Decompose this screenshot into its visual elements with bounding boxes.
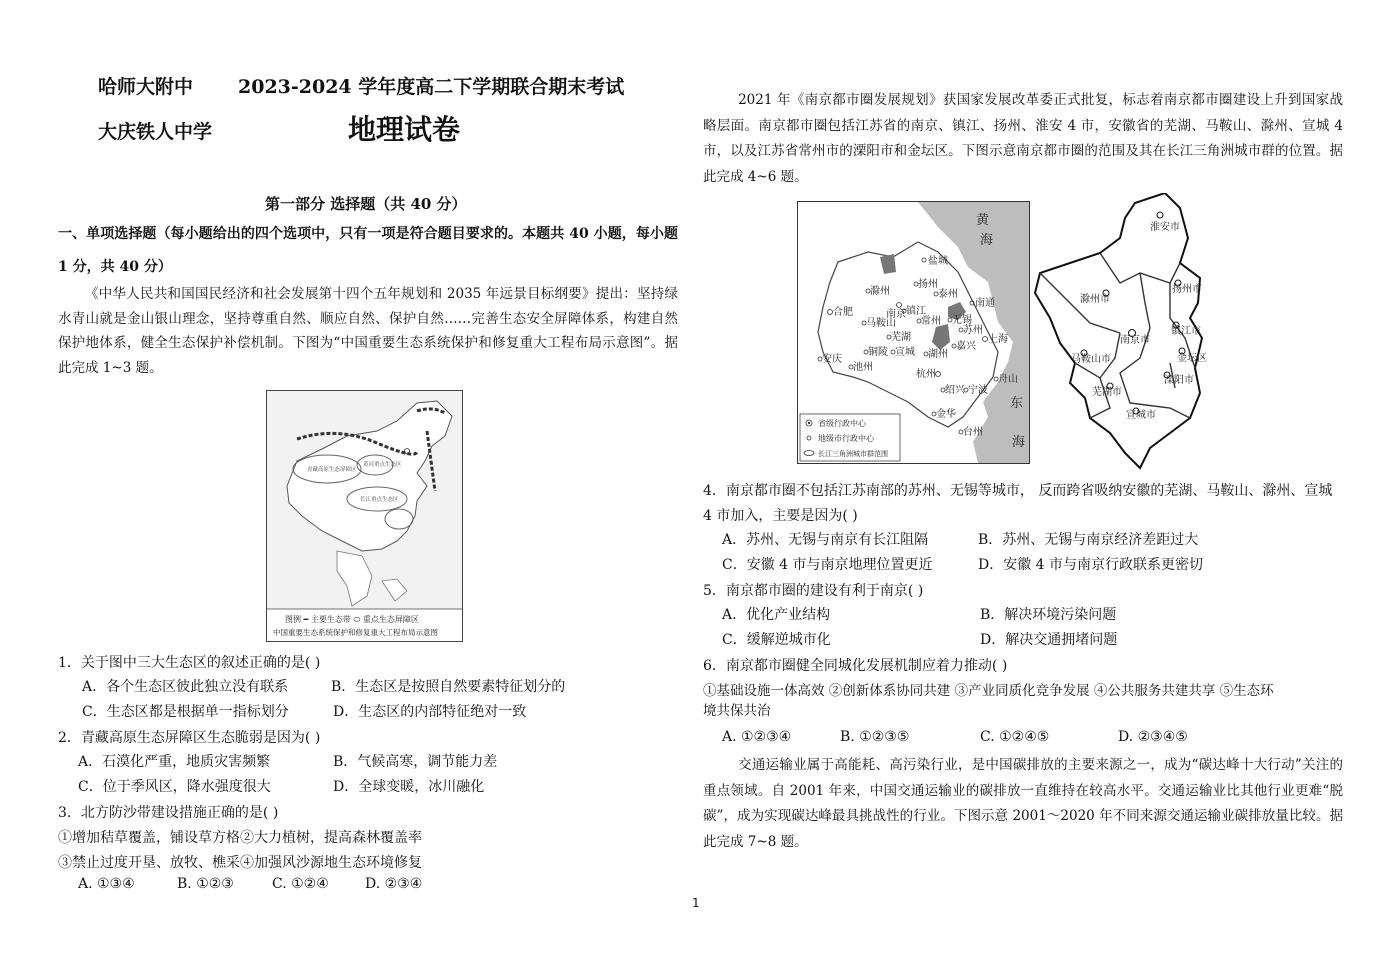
q5-option-c[interactable]: C．缓解逆城市化 bbox=[722, 632, 831, 648]
nanjing-metro-map bbox=[1030, 193, 1220, 471]
q2-option-b[interactable]: B．气候高寒，调节能力差 bbox=[333, 754, 498, 770]
city-zhenjiang: 镇江 bbox=[906, 306, 926, 317]
china-eco-map bbox=[266, 390, 463, 642]
city-anqing: 安庆 bbox=[822, 354, 842, 365]
q5-option-d[interactable]: D．解决交通拥堵问题 bbox=[980, 632, 1118, 648]
city-wuhu: 芜湖 bbox=[891, 332, 911, 343]
city-shanghai: 上海 bbox=[988, 334, 1008, 345]
city-maanshan: 马鞍山 bbox=[866, 318, 896, 329]
q6-line-2: 境共保共治 bbox=[703, 703, 771, 719]
q1-option-d[interactable]: D．生态区的内部特征绝对一致 bbox=[333, 704, 527, 720]
q2-stem: 2．青藏高原生态屏障区生态脆弱是因为( ) bbox=[58, 730, 321, 746]
city-changzhou: 常州 bbox=[921, 316, 941, 327]
q2-option-c[interactable]: C．位于季风区，降水强度很大 bbox=[78, 779, 271, 795]
q4-option-d[interactable]: D．安徽 4 市与南京行政联系更密切 bbox=[978, 557, 1204, 573]
q6-option-b[interactable]: B. ①②③⑤ bbox=[840, 729, 910, 745]
metro-city-zhenjiang: 镇江市 bbox=[1171, 326, 1201, 337]
q5-stem: 5．南京都市圈的建设有利于南京( ) bbox=[703, 583, 924, 599]
fig2-legend-1: 省级行政中心 bbox=[818, 419, 866, 428]
passage-1: 《中华人民共和国国民经济和社会发展第十四个五年规划和 2035 年远景目标纲要》提出：坚持绿水青山就是金山银山理念，坚持尊重自然、顺应自然、保护自然……完善生态安全屏障体系，构建自然保护地体系，健全生态保护补偿机制。下图为“中国重要生态系统保护和修复重大工程布局示意图”。据此完成 1~3 题。 bbox=[58, 286, 678, 376]
school-name-1: 哈师大附中 bbox=[98, 76, 194, 98]
q6-option-a[interactable]: A. ①②③④ bbox=[722, 729, 792, 745]
city-yangzhou: 扬州 bbox=[918, 279, 938, 290]
q4-option-c[interactable]: C．安徽 4 市与南京地理位置更近 bbox=[722, 557, 933, 573]
q3-option-c[interactable]: C. ①②④ bbox=[272, 876, 329, 892]
fig1-caption: 中国重要生态系统保护和修复重大工程布局示意图 bbox=[273, 628, 438, 637]
q1-option-b[interactable]: B．生态区是按照自然要素特征划分的 bbox=[331, 679, 566, 695]
metro-city-nanjing: 南京市 bbox=[1120, 335, 1150, 346]
section-instruction: 一、单项选择题（每小题给出的四个选项中，只有一项是符合题目要求的。本题共 40 小题，每小题 1 分，共 40 分） bbox=[58, 226, 678, 275]
city-taizhou-js: 泰州 bbox=[938, 289, 958, 300]
q5-option-a[interactable]: A．优化产业结构 bbox=[722, 607, 831, 623]
city-taizhou-zj: 台州 bbox=[963, 427, 983, 438]
q1-option-a[interactable]: A．各个生态区彼此独立没有联系 bbox=[82, 679, 289, 695]
city-chizhou: 池州 bbox=[853, 362, 873, 373]
china-eco-map-svg bbox=[267, 391, 462, 641]
metro-city-maanshan: 马鞍山市 bbox=[1071, 354, 1111, 365]
metro-city-huaian: 淮安市 bbox=[1150, 222, 1180, 233]
city-ningbo: 宁波 bbox=[968, 385, 988, 396]
passage-3: 交通运输业属于高能耗、高污染行业，是中国碳排放的主要来源之一，成为“碳达峰十大行动”关注的重点领域。自 2001 年来，中国交通运输业的碳排放一直维持在较高水平。交通运输业比其他行业更难“脱碳”，成为实现碳达峰最具挑战性的行业。下图示意 2001～2020 年不同来源交通运输业碳排放量比较。据此完成 7~8 题。 bbox=[703, 757, 1343, 850]
city-shaoxing: 绍兴 bbox=[945, 385, 965, 396]
q1-stem: 1．关于图中三大生态区的叙述正确的是( ) bbox=[58, 655, 321, 671]
metro-city-wuhu: 芜湖市 bbox=[1092, 387, 1122, 398]
q6-line-1: ①基础设施一体高效 ②创新体系协同共建 ③产业同质化竞争发展 ④公共服务共建共享 ⑤生态环 bbox=[703, 683, 1274, 699]
metro-city-yangzhou: 扬州市 bbox=[1172, 284, 1202, 295]
q6-option-c[interactable]: C. ①②④⑤ bbox=[980, 729, 1050, 745]
passage-2: 2021 年《南京都市圈发展规划》获国家发展改革委正式批复，标志着南京都市圈建设上升到国家战略层面。南京都市圈包括江苏省的南京、镇江、扬州、淮安 4 市，安徽省的芜湖、马鞍山、滁州、宣城 4 市，以及江苏省常州市的溧阳市和金坛区。下图示意南京都市圈的范围及其在长江三角洲城市群的位置。据此完成 4~6 题。 bbox=[703, 92, 1343, 185]
city-wuxi: 无锡 bbox=[952, 315, 972, 326]
city-tongling: 铜陵 bbox=[868, 347, 888, 358]
yrd-map-svg bbox=[798, 202, 1029, 463]
map-label-yangtze: 长江重点生态区 bbox=[360, 497, 399, 503]
q6-stem: 6．南京都市圈健全同城化发展机制应着力推动( ) bbox=[703, 658, 1008, 674]
q1-option-c[interactable]: C．生态区都是根据单一指标划分 bbox=[82, 704, 289, 720]
city-jinhua: 金华 bbox=[936, 409, 956, 420]
q2-option-a[interactable]: A．石漠化严重，地质灾害频繁 bbox=[78, 754, 271, 770]
city-chuzhou: 滁州 bbox=[870, 286, 890, 297]
metro-district-jintan: 金坛区 bbox=[1177, 353, 1207, 364]
nanjing-metro-svg bbox=[1030, 193, 1220, 471]
metro-city-liyang: 溧阳市 bbox=[1164, 375, 1194, 386]
city-suzhou: 苏州 bbox=[963, 325, 983, 336]
q3-stem: 3．北方防沙带建设措施正确的是( ) bbox=[58, 805, 279, 821]
q3-line-1: ①增加秸草覆盖，铺设草方格②大力植树，提高森林覆盖率 bbox=[58, 830, 422, 846]
map-label-yellow-river: 黄河重点生态区 bbox=[363, 462, 402, 468]
city-hangzhou: 杭州 bbox=[916, 369, 936, 380]
q3-option-a[interactable]: A. ①③④ bbox=[78, 876, 135, 892]
fig2-legend-3: 长江三角洲城市群范围 bbox=[818, 450, 888, 458]
map-label-qtp: 青藏高原生态屏障区 bbox=[307, 467, 357, 473]
city-hefei: 合肥 bbox=[833, 307, 853, 318]
sea-label-4: 海 bbox=[1012, 435, 1026, 450]
q3-option-d[interactable]: D. ②③④ bbox=[365, 876, 423, 892]
page-number: 1 bbox=[692, 896, 700, 910]
q6-option-d[interactable]: D. ②③④⑤ bbox=[1118, 729, 1188, 745]
sea-label-3: 东 bbox=[1010, 396, 1024, 411]
metro-city-chuzhou: 滁州市 bbox=[1080, 294, 1110, 305]
q4-option-b[interactable]: B．苏州、无锡与南京经济差距过大 bbox=[978, 532, 1199, 548]
subject-title: 地理试卷 bbox=[348, 113, 461, 146]
yrd-map bbox=[797, 201, 1030, 464]
school-name-2: 大庆铁人中学 bbox=[98, 121, 213, 143]
q5-option-b[interactable]: B．解决环境污染问题 bbox=[980, 607, 1117, 623]
q3-line-2: ③禁止过度开垦、放牧、樵采④加强风沙源地生态环境修复 bbox=[58, 855, 422, 871]
city-nantong: 南通 bbox=[975, 298, 995, 309]
city-zhoushan: 舟山 bbox=[998, 374, 1018, 385]
q3-option-b[interactable]: B. ①②③ bbox=[177, 876, 234, 892]
city-yancheng: 盐城 bbox=[928, 256, 948, 267]
sea-label-1: 黄 bbox=[976, 213, 990, 228]
exam-title: 2023-2024 学年度高二下学期联合期末考试 bbox=[238, 76, 625, 98]
sea-label-2: 海 bbox=[980, 233, 994, 248]
city-nanjing: 南京 bbox=[886, 309, 906, 320]
q2-option-d[interactable]: D．全球变暖，冰川融化 bbox=[333, 779, 485, 795]
q4-stem: 4．南京都市圈不包括江苏南部的苏州、无锡等城市， 反而跨省吸纳安徽的芜湖、马鞍山、滁州、宣城 bbox=[703, 483, 1333, 499]
metro-city-xuancheng: 宣城市 bbox=[1126, 410, 1156, 421]
fig1-legend: 图例 ━ 主要生态带 ⬭ 重点生态屏障区 bbox=[285, 615, 419, 624]
q4-option-a[interactable]: A．苏州、无锡与南京有长江阻隔 bbox=[722, 532, 929, 548]
city-jiaxing: 嘉兴 bbox=[956, 341, 976, 352]
city-huzhou: 湖州 bbox=[928, 349, 948, 360]
city-xuancheng: 宣城 bbox=[895, 347, 915, 358]
fig2-legend-2: 地级市行政中心 bbox=[818, 434, 874, 443]
q4-stem-cont: 4 市加入，主要是因为( ) bbox=[703, 508, 858, 524]
part1-heading: 第一部分 选择题（共 40 分） bbox=[265, 195, 467, 213]
